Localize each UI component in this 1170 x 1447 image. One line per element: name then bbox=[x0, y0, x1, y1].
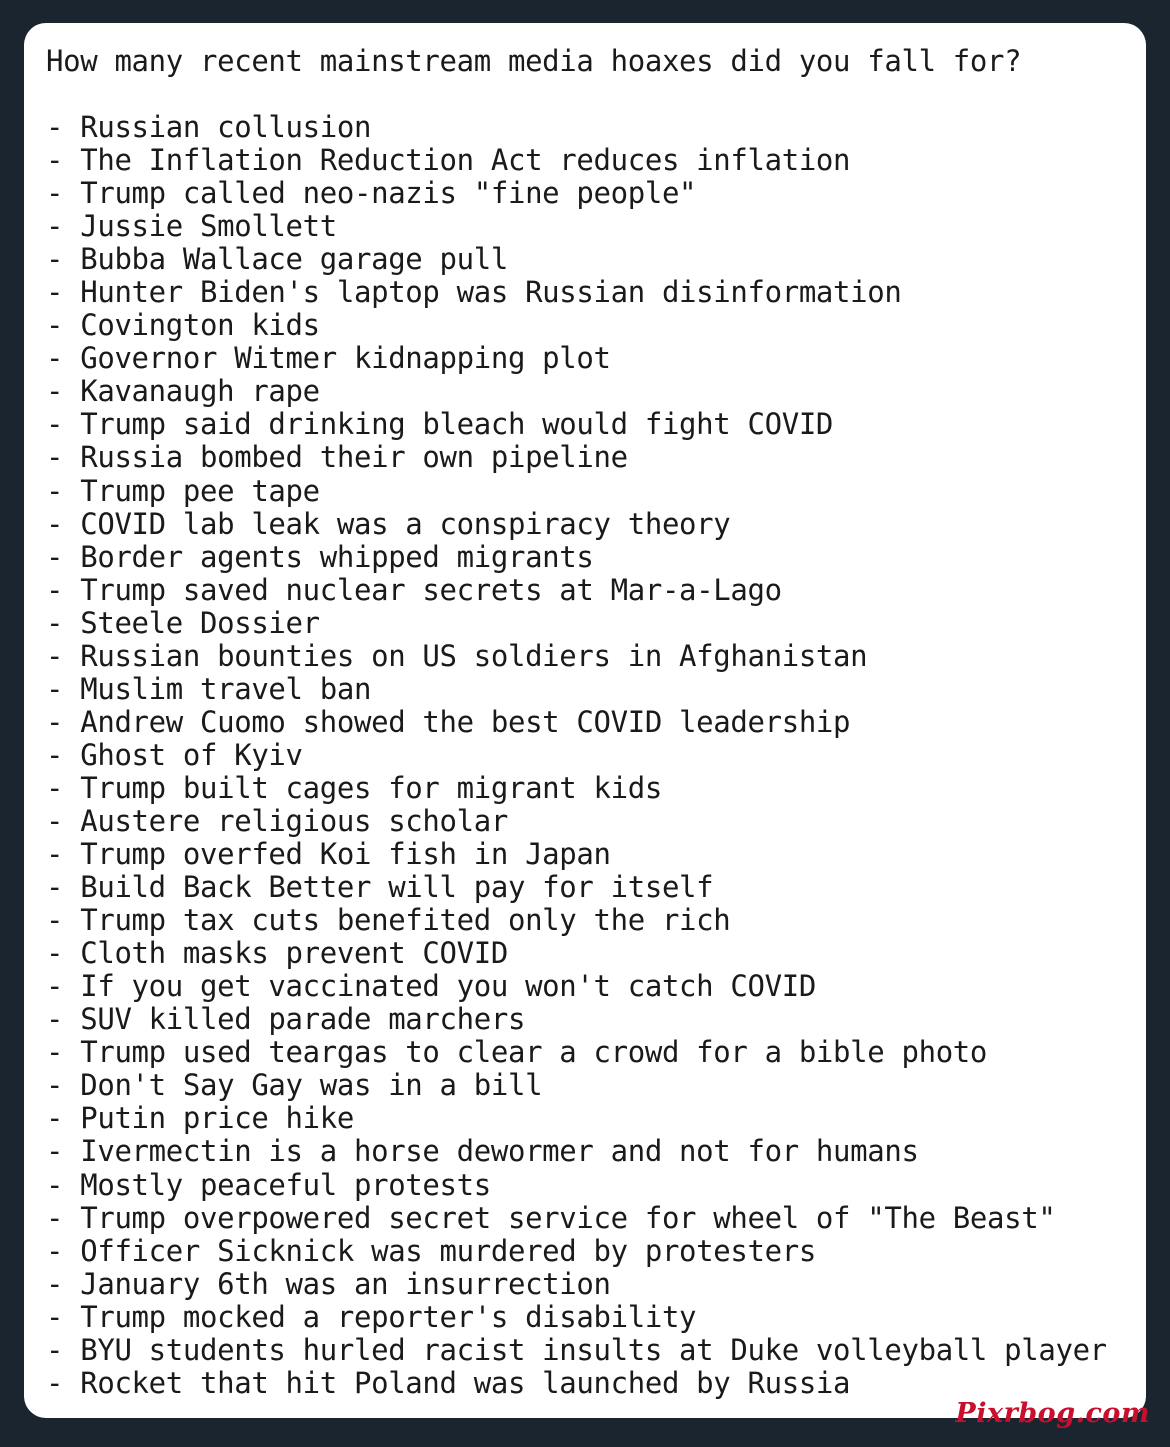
list-item: - Trump mocked a reporter's disability bbox=[46, 1299, 697, 1334]
watermark-logo: Pixrbog.com bbox=[955, 1398, 1150, 1429]
list-item: - Officer Sicknick was murdered by protesters bbox=[46, 1233, 816, 1268]
list-item: - Andrew Cuomo showed the best COVID leadership bbox=[46, 704, 851, 739]
list-item: - Russian bounties on US soldiers in Afghanistan bbox=[46, 638, 868, 673]
list-item: - Trump saved nuclear secrets at Mar-a-Lago bbox=[46, 572, 782, 607]
list-item: - Ghost of Kyiv bbox=[46, 737, 303, 772]
list-item: - Kavanaugh rape bbox=[46, 374, 320, 409]
blank-line bbox=[46, 78, 1146, 111]
list-item: - Rocket that hit Poland was launched by Russia bbox=[46, 1365, 851, 1400]
list-item: - SUV killed parade marchers bbox=[46, 1002, 526, 1037]
list-item: - Muslim travel ban bbox=[46, 671, 372, 706]
list-item: - Trump overpowered secret service for wheel of "The Beast" bbox=[46, 1200, 1056, 1235]
list-item: - Austere religious scholar bbox=[46, 803, 508, 838]
hoax-list bbox=[46, 111, 1146, 1400]
list-item: - COVID lab leak was a conspiracy theory bbox=[46, 506, 731, 541]
list-item: - BYU students hurled racist insults at Duke volleyball player bbox=[46, 1332, 1107, 1367]
list-item: - Trump tax cuts benefited only the rich bbox=[46, 903, 731, 938]
list-item: - Jussie Smollett bbox=[46, 209, 337, 244]
list-item: - Border agents whipped migrants bbox=[46, 539, 594, 574]
list-item: - Trump built cages for migrant kids bbox=[46, 770, 662, 805]
list-item: - Russian collusion bbox=[46, 110, 372, 144]
post-title: How many recent mainstream media hoaxes did you fall for? bbox=[46, 44, 1022, 78]
list-item: - Trump pee tape bbox=[46, 473, 320, 508]
list-item: - Trump overfed Koi fish in Japan bbox=[46, 837, 611, 872]
list-item: - If you get vaccinated you won't catch COVID bbox=[46, 969, 816, 1004]
list-item: - Russia bombed their own pipeline bbox=[46, 440, 628, 475]
list-item: - Steele Dossier bbox=[46, 605, 320, 640]
list-item: - Covington kids bbox=[46, 308, 320, 343]
list-item: - Don't Say Gay was in a bill bbox=[46, 1068, 543, 1103]
list-item: - Ivermectin is a horse dewormer and not for humans bbox=[46, 1134, 919, 1169]
list-item: - Governor Witmer kidnapping plot bbox=[46, 341, 611, 376]
list-item: - The Inflation Reduction Act reduces inflation bbox=[46, 143, 851, 178]
list-item: - Trump said drinking bleach would fight COVID bbox=[46, 407, 834, 442]
list-item: - Hunter Biden's laptop was Russian disinformation bbox=[46, 275, 902, 310]
list-item: - Trump called neo-nazis "fine people" bbox=[46, 176, 697, 211]
list-item: - Mostly peaceful protests bbox=[46, 1167, 491, 1202]
list-item: - Putin price hike bbox=[46, 1101, 354, 1136]
list-item: - Cloth masks prevent COVID bbox=[46, 936, 508, 971]
post-card bbox=[24, 23, 1146, 1418]
list-item: - Trump used teargas to clear a crowd for a bible photo bbox=[46, 1035, 988, 1070]
list-item: - Bubba Wallace garage pull bbox=[46, 242, 508, 277]
list-item: - Build Back Better will pay for itself bbox=[46, 870, 714, 905]
list-item: - January 6th was an insurrection bbox=[46, 1266, 611, 1301]
